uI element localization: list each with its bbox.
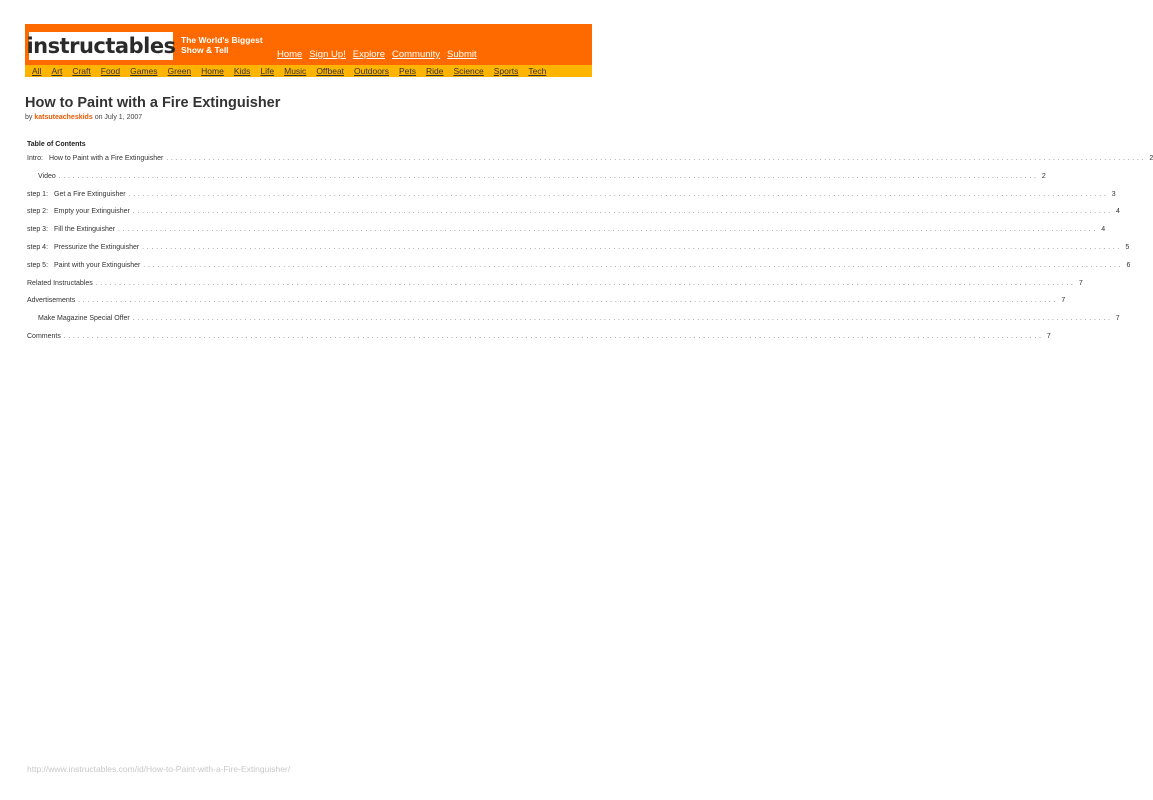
nav-link-community[interactable]: Community (392, 49, 441, 60)
byline-by: by (25, 114, 33, 121)
toc-entry[interactable] (27, 297, 1066, 315)
toc-label: Video (38, 172, 56, 180)
toc-page: 5 (1125, 243, 1130, 251)
toc-page: 7 (1046, 332, 1051, 340)
toc-page: 2 (1149, 155, 1153, 162)
toc-label: Related Instructables (27, 279, 93, 287)
site-tagline (181, 35, 263, 55)
toc-step: step 5: (27, 261, 49, 269)
category-kids[interactable]: Kids (233, 66, 251, 76)
category-offbeat[interactable]: Offbeat (316, 66, 345, 76)
category-sports[interactable]: Sports (493, 66, 519, 76)
toc-leader: .................................................................................................................................................................................................................. (63, 333, 1044, 340)
toc-page: 3 (1111, 190, 1116, 198)
toc-label: Fill the Extinguisher (54, 226, 116, 234)
toc-entry[interactable] (27, 243, 1130, 262)
toc-leader: .................................................................................................................................................................................................................. (143, 262, 1124, 269)
toc-page: 7 (1078, 279, 1083, 287)
toc-page: 6 (1126, 261, 1131, 269)
toc-leader: .................................................................................................................................................................................................................. (128, 191, 1109, 198)
toc-entry[interactable] (27, 279, 1083, 298)
toc-entry[interactable] (27, 172, 1046, 191)
toc-page: 2 (1041, 172, 1046, 180)
category-bar (25, 65, 592, 77)
toc-page: 4 (1115, 208, 1120, 216)
site-logo[interactable] (26, 32, 176, 60)
byline (25, 114, 142, 121)
author-link[interactable]: katsuteacheskids (34, 114, 93, 121)
toc-entry[interactable] (27, 155, 1153, 173)
toc-entry[interactable] (27, 190, 1116, 209)
toc-step: step 3: (27, 226, 49, 234)
toc-leader: .................................................................................................................................................................................................................. (95, 280, 1076, 287)
category-outdoors[interactable]: Outdoors (354, 66, 390, 76)
toc-step: Intro: (27, 155, 43, 162)
nav-link-sign-up[interactable]: Sign Up! (309, 49, 346, 60)
category-craft[interactable]: Craft (72, 66, 91, 76)
toc-entry[interactable] (27, 332, 1051, 351)
category-science[interactable]: Science (453, 66, 484, 76)
toc-step: step 4: (27, 243, 49, 251)
toc-label: Make Magazine Special Offer (38, 315, 130, 323)
toc-page: 7 (1061, 297, 1066, 305)
nav-link-submit[interactable]: Submit (447, 49, 477, 60)
toc-label: Pressurize the Extinguisher (54, 243, 140, 251)
category-all[interactable]: All (32, 66, 42, 76)
toc-entry[interactable] (27, 208, 1120, 226)
nav-link-home[interactable]: Home (277, 49, 303, 60)
toc-step: step 1: (27, 190, 49, 198)
category-life[interactable]: Life (260, 66, 275, 76)
logo-text: instructables (26, 34, 176, 58)
toc-label: How to Paint with a Fire Extinguisher (48, 155, 164, 162)
nav-link-explore[interactable]: Explore (352, 49, 385, 60)
category-ride[interactable]: Ride (426, 66, 444, 76)
top-nav (277, 49, 477, 60)
toc-label: Get a Fire Extinguisher (54, 190, 126, 198)
article-title: How to Paint with a Fire Extinguisher (25, 95, 281, 111)
category-pets[interactable]: Pets (399, 66, 417, 76)
tagline-line-1: The World's Biggest (181, 35, 263, 45)
category-tech[interactable]: Tech (528, 66, 547, 76)
toc-entry[interactable] (27, 315, 1120, 333)
category-food[interactable]: Food (100, 66, 121, 76)
toc-label: Comments (27, 332, 61, 340)
table-of-contents (27, 155, 1153, 351)
toc-page: 7 (1115, 315, 1120, 323)
site-header (25, 24, 592, 65)
toc-label: Paint with your Extinguisher (54, 261, 141, 269)
category-music[interactable]: Music (284, 66, 307, 76)
toc-leader: .................................................................................................................................................................................................................. (118, 227, 1099, 234)
category-art[interactable]: Art (51, 66, 63, 76)
toc-entry[interactable] (27, 261, 1131, 280)
toc-entry[interactable] (27, 226, 1106, 244)
category-games[interactable]: Games (130, 66, 158, 76)
toc-leader: .................................................................................................................................................................................................................. (166, 156, 1147, 162)
toc-leader: .................................................................................................................................................................................................................. (58, 173, 1039, 180)
publish-date: on July 1, 2007 (94, 114, 143, 121)
category-home[interactable]: Home (201, 66, 224, 76)
tagline-line-2: Show & Tell (181, 45, 229, 55)
toc-page: 4 (1101, 226, 1106, 234)
toc-label: Advertisements (27, 297, 76, 305)
toc-leader: .................................................................................................................................................................................................................. (142, 244, 1123, 251)
footer-url[interactable]: http://www.instructables.com/id/How-to-Paint-with-a-Fire-Extinguisher/ (27, 764, 291, 774)
toc-leader: .................................................................................................................................................................................................................. (132, 209, 1113, 216)
toc-heading: Table of Contents (27, 141, 86, 148)
toc-leader: .................................................................................................................................................................................................................. (78, 298, 1059, 305)
toc-label: Empty your Extinguisher (54, 208, 130, 216)
category-green[interactable]: Green (167, 66, 192, 76)
toc-step: step 2: (27, 208, 49, 216)
toc-leader: .................................................................................................................................................................................................................. (132, 316, 1113, 323)
